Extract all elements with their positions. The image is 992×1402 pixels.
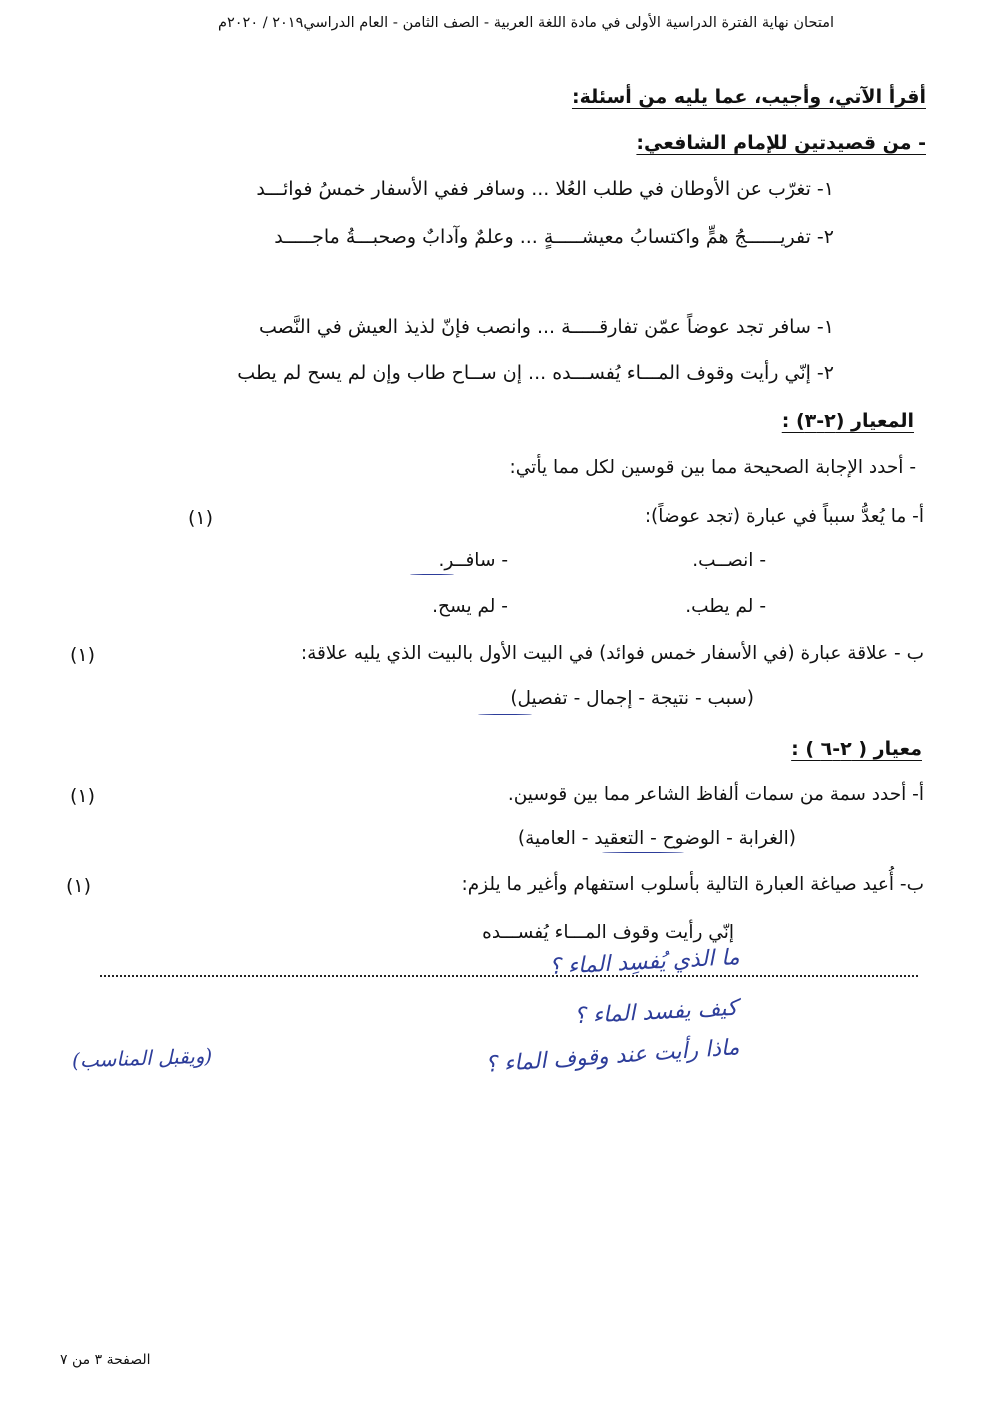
handwritten-answer-3: ماذا رأيت عند وقوف الماء ؟ bbox=[484, 1035, 741, 1078]
exam-header: امتحان نهاية الفترة الدراسية الأولى في مادة اللغة العربية - الصف الثامن - العام الدراسي٢٠١٩ / ٢٠٢٠م bbox=[217, 15, 834, 31]
criterion1-title: المعيار (٢-٣) : bbox=[781, 410, 914, 432]
poem2-verse-2: ٢- إنّي رأيت وقوف المـــاء يُفســـده ... إن ســاح طاب وإن لم يسح لم يطب bbox=[237, 362, 834, 384]
answer-dotted-line bbox=[100, 975, 918, 977]
poems-title: - من قصيدتين للإمام الشافعي: bbox=[636, 132, 926, 154]
criterion2-question-a: أ- أحدد سمة من سمات ألفاظ الشاعر مما بين قوسين. bbox=[507, 784, 924, 805]
criterion1-question-a: أ- ما يُعدُّ سبباً في عبارة (تجد عوضاً): bbox=[644, 506, 924, 527]
criterion2-question-b-mark: (١) bbox=[66, 875, 92, 897]
handwritten-answer-1: ما الذي يُفسِد الماء ؟ bbox=[548, 945, 741, 980]
criterion2-question-a-mark: (١) bbox=[70, 785, 96, 807]
criterion2-question-b-sentence: إنّي رأيت وقوف المـــاء يُفســـده bbox=[482, 922, 734, 943]
option-lam-yasih: - لم يسح. bbox=[432, 596, 508, 617]
criterion1-question-b-mark: (١) bbox=[70, 644, 96, 666]
handwritten-note: (ويقبل المناسب) bbox=[71, 1043, 213, 1073]
criterion1-question-a-mark: (١) bbox=[188, 507, 214, 529]
answer-underline-wuduh bbox=[602, 852, 684, 853]
option-safir: - سافــر. bbox=[438, 550, 508, 571]
poem1-verse-1: ١- تغرّب عن الأوطان في طلب العُلا ... وسافر ففي الأسفار خمسُ فوائـــد bbox=[256, 178, 834, 200]
criterion1-instruction: - أحدد الإجابة الصحيحة مما بين قوسين لكل مما يأتي: bbox=[509, 457, 916, 478]
answer-underline-safir bbox=[410, 574, 454, 575]
poem1-verse-2: ٢- تفريــــــجُ همٍّ واكتسابُ معيشـــــةٍ ... وعلمٌ وآدابٌ وصحبـــةُ ماجـــــد bbox=[274, 226, 834, 248]
handwritten-answer-2: كيف يفسد الماء ؟ bbox=[573, 995, 739, 1030]
criterion1-question-b-options: (سبب - نتيجة - إجمال - تفصيل) bbox=[510, 688, 754, 709]
criterion2-title: معيار ( ٢-٦ ) : bbox=[791, 738, 922, 760]
criterion2-question-b: ب- أُعيد صياغة العبارة التالية بأسلوب استفهام وأغير ما يلزم: bbox=[461, 874, 924, 895]
criterion2-question-a-options: (الغرابة - الوضوح - التعقيد - العامية) bbox=[517, 828, 796, 849]
poem2-verse-1: ١- سافر تجد عوضاً عمّن تفارقـــــة ... وانصب فإنّ لذيذ العيش في النَّصب bbox=[258, 316, 834, 338]
option-lam-yatib: - لم يطب. bbox=[685, 596, 766, 617]
page-number: الصفحة ٣ من ٧ bbox=[60, 1352, 151, 1368]
instruction-title: أقرأ الآتي، وأجيب، عما يليه من أسئلة: bbox=[571, 86, 926, 108]
answer-underline-ijmal bbox=[478, 714, 532, 715]
criterion1-question-b: ب - علاقة عبارة (في الأسفار خمس فوائد) في البيت الأول بالبيت الذي يليه علاقة: bbox=[300, 643, 924, 664]
option-insab: - انصــب. bbox=[692, 550, 766, 571]
